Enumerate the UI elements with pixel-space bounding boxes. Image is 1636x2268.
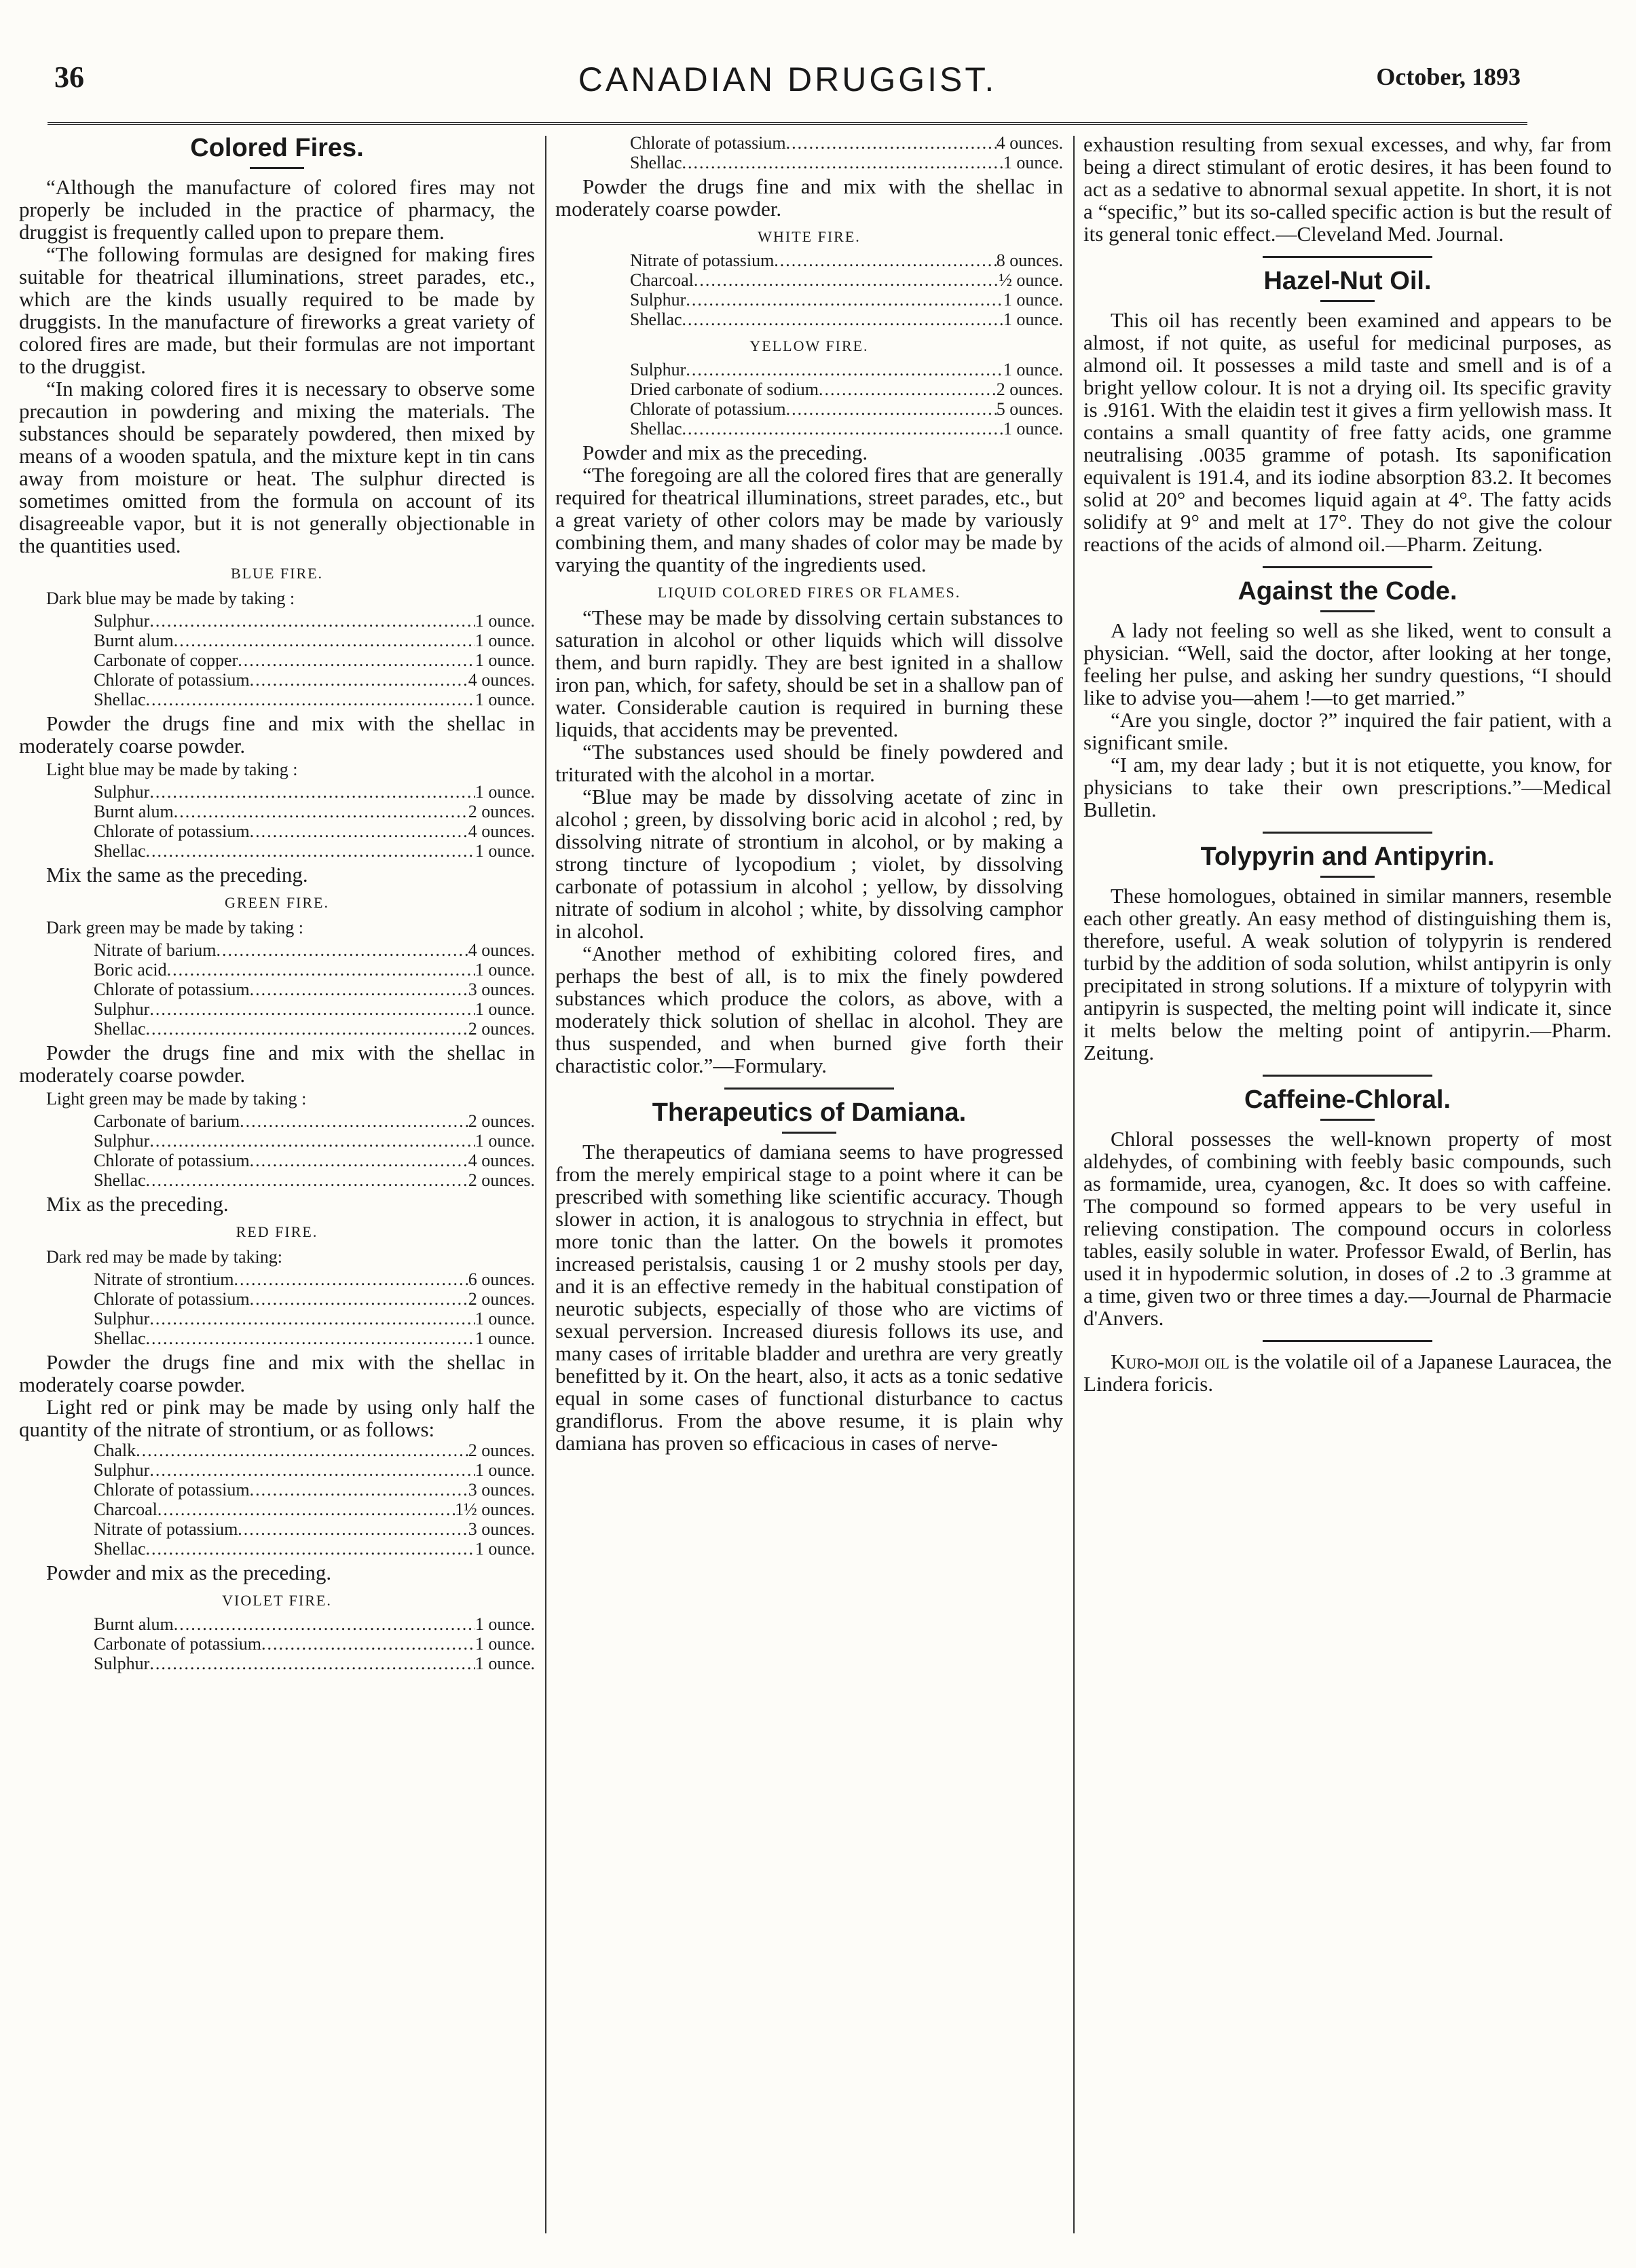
paragraph [1083, 1350, 1612, 1395]
leader-dots [819, 379, 997, 399]
ingredient-quantity: 1 ounce. [475, 631, 535, 650]
leader-dots [167, 960, 475, 980]
recipe-row [630, 290, 1063, 310]
recipe-row [94, 782, 535, 802]
recipe-intro: Dark blue may be made by taking : [46, 589, 295, 608]
leader-dots [149, 1654, 475, 1673]
recipe-intro: Dark green may be made by taking : [46, 918, 304, 937]
recipe-row [94, 1151, 535, 1170]
ingredient-name: Chlorate of potassium [94, 980, 250, 999]
recipe-row [94, 980, 535, 999]
ingredient-quantity: 8 ounces. [996, 250, 1063, 270]
ingredient-quantity: 3 ounces. [468, 980, 535, 999]
article-separator [724, 1087, 894, 1090]
leader-dots [686, 360, 1003, 379]
recipe-list [94, 1614, 535, 1673]
recipe-row [94, 999, 535, 1019]
leader-dots [682, 419, 1003, 439]
recipe-row [94, 1480, 535, 1500]
paragraph: Powder and mix as the preceding. [46, 1561, 332, 1584]
ingredient-quantity: 2 ounces. [996, 379, 1063, 399]
paragraph: “Are you single, doctor ?” inquired the fair patient, with a significant smile. [1083, 708, 1612, 754]
recipe-list [94, 1269, 535, 1348]
column-3 [1083, 133, 1612, 2261]
ingredient-quantity: 1 ounce. [1003, 310, 1063, 329]
ingredient-quantity: 2 ounces. [468, 1170, 535, 1190]
ingredient-name: Sulphur [630, 290, 686, 310]
ingredient-quantity: 1 ounce. [475, 841, 535, 861]
paragraph: exhaustion resulting from sexual excesses, and why, far from being a direct stimulant of erotic desires, it has been found to act as a sedative to abnormal sexual appetite. In short, it is not a “specific,” but its so-called specific action is but the result of its general tonic effect.—Cleveland Med. Journal. [1083, 133, 1612, 246]
ingredient-name: Burnt alum [94, 1614, 174, 1634]
subheading: BLUE FIRE. [230, 565, 324, 582]
recipe-row [94, 670, 535, 690]
ingredient-name: Chlorate of potassium [630, 133, 786, 153]
ingredient-name: Charcoal [630, 270, 694, 290]
recipe-row [94, 1500, 535, 1519]
recipe-row [94, 650, 535, 670]
ingredient-name: Carbonate of potassium [94, 1634, 261, 1654]
ingredient-quantity: 2 ounces. [468, 1111, 535, 1131]
article-title: Against the Code. [1238, 577, 1457, 606]
column-divider [545, 136, 546, 2233]
column-2 [555, 133, 1063, 2261]
title-rule [1320, 300, 1375, 302]
recipe-row [94, 1614, 535, 1634]
ingredient-name: Sulphur [94, 1309, 150, 1328]
ingredient-quantity: 4 ounces. [468, 670, 535, 690]
article-title: Caffeine-Chloral. [1244, 1085, 1451, 1114]
recipe-row [94, 631, 535, 650]
recipe-row [630, 250, 1063, 270]
article-separator [1263, 566, 1432, 568]
leader-dots [250, 821, 468, 841]
recipe-list [94, 611, 535, 709]
recipe-row [94, 821, 535, 841]
ingredient-name: Burnt alum [94, 631, 174, 650]
ingredient-quantity: 1 ounce. [475, 611, 535, 631]
leader-dots [686, 290, 1003, 310]
recipe-row [94, 1519, 535, 1539]
ingredient-quantity: 1 ounce. [475, 1328, 535, 1348]
ingredient-quantity: ½ ounce. [999, 270, 1063, 290]
recipe-list [94, 782, 535, 861]
recipe-row [630, 133, 1063, 153]
recipe-list [94, 940, 535, 1039]
ingredient-name: Chalk [94, 1440, 136, 1460]
article-separator [1263, 1075, 1432, 1077]
paragraph: “Blue may be made by dissolving acetate of zinc in alcohol ; green, by dissolving boric acid in alcohol ; red, by dissolving nitrate of strontium in alcohol, or by making a strong tincture of lycopodium ; violet, by dissolving carbonate of potassium in alcohol ; yellow, by dissolving nitrate of sodium in alcohol ; white, by dissolving camphor in alcohol. [555, 785, 1063, 943]
ingredient-quantity: 1 ounce. [475, 1634, 535, 1654]
ingredient-name: Sulphur [94, 611, 150, 631]
ingredient-name: Shellac [630, 153, 682, 172]
paragraph: Powder the drugs fine and mix with the shellac in moderately coarse powder. [555, 174, 1063, 221]
recipe-row [630, 153, 1063, 172]
paragraph: “These may be made by dissolving certain substances to saturation in alcohol or other liquids which will dissolve them, and burn rapidly. They are best ignited in a shallow iron pan, which, for safety, should be set in a shallow pan of water. Considerable caution is required in burning these liquids, that accidents may be prevented. [555, 606, 1063, 741]
recipe-row [94, 1634, 535, 1654]
leader-dots [174, 802, 468, 821]
paragraph: Mix as the preceding. [46, 1192, 229, 1216]
ingredient-quantity: 1 ounce. [475, 782, 535, 802]
leader-dots [174, 1614, 475, 1634]
leader-dots [694, 270, 999, 290]
subheading: RED FIRE. [236, 1223, 318, 1240]
recipe-intro: Light blue may be made by taking : [46, 760, 298, 779]
recipe-row [630, 360, 1063, 379]
recipe-intro: Light green may be made by taking : [46, 1089, 307, 1109]
recipe-list [94, 1440, 535, 1559]
leader-dots [136, 1440, 468, 1460]
paragraph: “Another method of exhibiting colored fires, and perhaps the best of all, is to mix the finely powdered substances which produce the colors, as above, with a moderately thick solution of shellac in alcohol. They are thus suspended, and when burned give forth their charactistic color.”—Formulary. [555, 942, 1063, 1077]
ingredient-name: Shellac [630, 310, 682, 329]
ingredient-quantity: 2 ounces. [468, 1019, 535, 1039]
paragraph: Powder the drugs fine and mix with the shellac in moderately coarse powder. [19, 711, 535, 758]
issue-date: October, 1893 [1376, 63, 1521, 90]
ingredient-name: Shellac [94, 1328, 146, 1348]
leader-dots [682, 153, 1003, 172]
ingredient-name: Nitrate of strontium [94, 1269, 234, 1289]
recipe-row [94, 1654, 535, 1673]
leader-dots [250, 1151, 468, 1170]
article-title: Therapeutics of Damiana. [652, 1098, 967, 1127]
recipe-list [94, 1111, 535, 1190]
recipe-row [94, 1111, 535, 1131]
ingredient-quantity: 1 ounce. [1003, 360, 1063, 379]
ingredient-name: Charcoal [94, 1500, 157, 1519]
recipe-row [94, 1131, 535, 1151]
ingredient-name: Sulphur [94, 999, 150, 1019]
leader-dots [250, 670, 468, 690]
recipe-list [630, 133, 1063, 172]
leader-dots [149, 999, 475, 1019]
ingredient-quantity: 1 ounce. [475, 960, 535, 980]
page-header [48, 60, 1527, 107]
ingredient-quantity: 3 ounces. [468, 1519, 535, 1539]
ingredient-name: Shellac [630, 419, 682, 439]
ingredient-quantity: 1 ounce. [475, 1614, 535, 1634]
header-rule [48, 122, 1527, 125]
recipe-row [94, 1539, 535, 1559]
ingredient-quantity: 2 ounces. [468, 1440, 535, 1460]
ingredient-quantity: 5 ounces. [996, 399, 1063, 419]
title-rule [1320, 1119, 1375, 1121]
recipe-row [630, 399, 1063, 419]
recipe-row [94, 1170, 535, 1190]
recipe-row [94, 611, 535, 631]
recipe-row [94, 1440, 535, 1460]
paragraph: These homologues, obtained in similar manners, resemble each other greatly. An easy method of distinguishing them is, therefore, useful. A weak solution of tolypyrin is rendered turbid by the addition of soda solution, whilst antipyrin is only precipitated in strong solutions. If a mixture of tolypyrin with antipyrin is suspected, the melting point will indicate it, since it melts below the melting point of antipyrin.—Pharm. Zeitung. [1083, 884, 1612, 1064]
paragraph: Light red or pink may be made by using only half the quantity of the nitrate of strontium, or as follows: [19, 1395, 535, 1441]
ingredient-quantity: 6 ounces. [468, 1269, 535, 1289]
ingredient-name: Nitrate of potassium [94, 1519, 238, 1539]
article-separator [1263, 1340, 1432, 1342]
subheading: LIQUID COLORED FIRES OR FLAMES. [657, 584, 961, 601]
ingredient-name: Chlorate of potassium [94, 821, 250, 841]
ingredient-quantity: 1 ounce. [475, 1131, 535, 1151]
leader-dots [146, 1170, 468, 1190]
ingredient-quantity: 1 ounce. [475, 1460, 535, 1480]
leader-dots [146, 1328, 475, 1348]
ingredient-name: Shellac [94, 1019, 146, 1039]
recipe-row [94, 841, 535, 861]
title-rule [250, 167, 304, 169]
leader-dots [149, 782, 475, 802]
ingredient-name: Sulphur [94, 782, 150, 802]
paragraph: Powder the drugs fine and mix with the shellac in moderately coarse powder. [19, 1041, 535, 1087]
leader-dots [238, 1519, 468, 1539]
recipe-row [630, 419, 1063, 439]
recipe-list [630, 360, 1063, 439]
leader-dots [146, 841, 475, 861]
subheading: GREEN FIRE. [225, 894, 329, 911]
ingredient-name: Chlorate of potassium [94, 1480, 250, 1500]
paragraph: “I am, my dear lady ; but it is not etiquette, you know, for physicians to take their own prescriptions.”—Medical Bulletin. [1083, 753, 1612, 821]
recipe-intro: Dark red may be made by taking: [46, 1247, 282, 1267]
paragraph: Powder and mix as the preceding. [582, 441, 868, 464]
leader-dots [250, 1480, 468, 1500]
ingredient-quantity: 2 ounces. [468, 1289, 535, 1309]
ingredient-quantity: 2 ounces. [468, 802, 535, 821]
ingredient-quantity: 1 ounce. [475, 690, 535, 709]
ingredient-name: Carbonate of barium [94, 1111, 240, 1131]
paragraph: “The foregoing are all the colored fires that are generally required for theatrical illuminations, street parades, etc., but a great variety of other colors may be made by variously combining them, and many shades of color may be made by varying the quantity of the ingredients used. [555, 463, 1063, 576]
leader-dots [250, 1289, 468, 1309]
ingredient-quantity: 1 ounce. [1003, 290, 1063, 310]
column-1 [19, 133, 535, 2261]
paragraph: A lady not feeling so well as she liked, went to consult a physician. “Well, said the doctor, after looking at her tonge, feeling her pulse, and asking her sundry questions, “I should like to advise you—ahem !—to get married.” [1083, 618, 1612, 709]
leader-dots [217, 940, 468, 960]
ingredient-name: Sulphur [94, 1460, 150, 1480]
ingredient-name: Chlorate of potassium [630, 399, 786, 419]
leader-dots [157, 1500, 455, 1519]
recipe-row [94, 960, 535, 980]
ingredient-quantity: 1 ounce. [475, 1654, 535, 1673]
recipe-row [94, 802, 535, 821]
leader-dots [261, 1634, 475, 1654]
leader-dots [174, 631, 475, 650]
subheading: WHITE FIRE. [758, 228, 861, 245]
leader-dots [682, 310, 1003, 329]
paragraph-text: is the volatile oil of a Japanese Lauracea, the Lindera foricis. [1083, 1350, 1612, 1396]
masthead: CANADIAN DRUGGIST. [578, 60, 997, 98]
title-rule [782, 1132, 836, 1134]
ingredient-quantity: 3 ounces. [468, 1480, 535, 1500]
leader-dots [149, 1460, 475, 1480]
recipe-row [94, 1269, 535, 1289]
recipe-row [94, 1309, 535, 1328]
recipe-row [94, 1460, 535, 1480]
leader-dots [146, 1019, 468, 1039]
ingredient-name: Chlorate of potassium [94, 1151, 250, 1170]
ingredient-name: Shellac [94, 1539, 146, 1559]
leader-dots [250, 980, 468, 999]
ingredient-name: Dried carbonate of sodium [630, 379, 819, 399]
ingredient-quantity: 1 ounce. [1003, 153, 1063, 172]
leader-dots [240, 1111, 468, 1131]
recipe-row [94, 690, 535, 709]
paragraph: “The following formulas are designed for making fires suitable for theatrical illuminations, street parades, etc., which are the kinds usually required to be made by druggists. In the manufacture of fireworks a great variety of colored fires are made, but their formulas are not important to the druggist. [19, 242, 535, 378]
leader-dots [786, 133, 997, 153]
leader-dots [149, 1131, 475, 1151]
ingredient-quantity: 1 ounce. [1003, 419, 1063, 439]
ingredient-name: Sulphur [630, 360, 686, 379]
subheading: VIOLET FIRE. [222, 1592, 332, 1609]
ingredient-quantity: 4 ounces. [468, 821, 535, 841]
leader-dots [149, 611, 475, 631]
paragraph: Chloral possesses the well-known property of most aldehydes, of combining with feebly basic compounds, such as formamide, urea, cyanogen, &c. It does so with caffeine. The compound so formed appears to be very useful in relieving constipation. The compound occurs in colorless tables, easily soluble in water. Professor Ewald, of Berlin, has used it in hypodermic solution, in doses of .2 to .3 gramme at a time, given two or three times a day.—Journal de Pharmacie d'Anvers. [1083, 1127, 1612, 1330]
ingredient-name: Sulphur [94, 1654, 150, 1673]
paragraph: The therapeutics of damiana seems to have progressed from the merely empirical stage to a point where it can be prescribed with something like scientific accuracy. Though slower in action, it is analogous to strychnia in effect, but more tonic than the latter. On the bowels it promotes increased peristalsis, causing 1 or 2 mushy stools per day, and it is an effective remedy in the habitual constipation of neurotic subjects, especially of those who are victims of sexual perversion. Increased diuresis follows its use, and many cases of irritable bladder and urethra are very greatly benefitted by it. On the heart, also, it acts as a tonic sedative equal in some cases of functional disturbance to cactus grandiflorus. From the above resume, it is plain why damiana has proven so efficacious in cases of nerve- [555, 1140, 1063, 1455]
paragraph: This oil has recently been examined and appears to be almost, if not quite, as useful for medicinal purposes, as almond oil. It possesses a mild taste and smell and is of a bright yellow colour. It is not a drying oil. Its specific gravity is .9161. With the elaidin test it gives a firm yellowish mass. It contains a small quantity of free fatty acids, one gramme neutralising .0035 gramme of potash. Its saponification equivalent is 191.4, and its iodine absorption 83.2. It becomes solid at 20° and becomes liquid again at 4°. The fatty acids solidify at 9° and melt at 17°. They do not give the colour reactions of the acids of almond oil.—Pharm. Zeitung. [1083, 308, 1612, 556]
article-title: Colored Fires. [190, 134, 364, 162]
ingredient-quantity: 1 ounce. [475, 650, 535, 670]
paragraph: Powder the drugs fine and mix with the shellac in moderately coarse powder. [19, 1350, 535, 1396]
subheading: YELLOW FIRE. [749, 337, 869, 354]
article-title: Hazel-Nut Oil. [1263, 267, 1432, 295]
ingredient-name: Shellac [94, 1170, 146, 1190]
article-separator [1263, 256, 1432, 258]
paragraph: “Although the manufacture of colored fires may not properly be included in the practice of pharmacy, the druggist is frequently called upon to prepare them. [19, 175, 535, 244]
leader-dots [238, 650, 475, 670]
title-rule [1320, 876, 1375, 878]
article-separator [1263, 832, 1432, 834]
ingredient-name: Shellac [94, 690, 146, 709]
recipe-row [94, 940, 535, 960]
ingredient-quantity: 4 ounces. [468, 1151, 535, 1170]
paragraph: Mix the same as the preceding. [46, 863, 308, 887]
recipe-row [630, 310, 1063, 329]
paragraph: “In making colored fires it is necessary to observe some precaution in powdering and mixing the materials. The substances should be separately powdered, then mixed by means of a wooden spatula, and the mixture kept in tin cans away from moisture or heat. The sulphur directed is sometimes omitted from the formula on account of its disagreeable vapor, but it is not generally objectionable in the quantities used. [19, 377, 535, 557]
leader-dots [774, 250, 997, 270]
recipe-row [94, 1019, 535, 1039]
recipe-list [630, 250, 1063, 329]
ingredient-name: Burnt alum [94, 802, 174, 821]
recipe-row [94, 1328, 535, 1348]
recipe-row [94, 1289, 535, 1309]
ingredient-quantity: 4 ounces. [468, 940, 535, 960]
ingredient-name: Sulphur [94, 1131, 150, 1151]
leader-dots [234, 1269, 468, 1289]
title-rule [1320, 610, 1375, 612]
recipe-row [630, 270, 1063, 290]
ingredient-quantity: 1 ounce. [475, 1539, 535, 1559]
ingredient-name: Boric acid [94, 960, 167, 980]
ingredient-name: Carbonate of copper [94, 650, 238, 670]
ingredient-quantity: 1 ounce. [475, 999, 535, 1019]
ingredient-name: Nitrate of barium [94, 940, 217, 960]
recipe-row [630, 379, 1063, 399]
leader-dots [146, 1539, 475, 1559]
leader-dots [146, 690, 475, 709]
page-number: 36 [54, 60, 84, 94]
ingredient-name: Nitrate of potassium [630, 250, 775, 270]
ingredient-quantity: 1½ ounces. [455, 1500, 535, 1519]
article-title: Tolypyrin and Antipyrin. [1200, 842, 1495, 871]
column-divider [1073, 136, 1075, 2233]
paragraph: “The substances used should be finely powdered and triturated with the alcohol in a mortar. [555, 740, 1063, 786]
leader-dots [149, 1309, 475, 1328]
leader-dots [786, 399, 997, 419]
ingredient-name: Chlorate of potassium [94, 670, 250, 690]
ingredient-name: Shellac [94, 841, 146, 861]
ingredient-name: Chlorate of potassium [94, 1289, 250, 1309]
ingredient-quantity: 4 ounces. [996, 133, 1063, 153]
ingredient-quantity: 1 ounce. [475, 1309, 535, 1328]
lead-term: Kuro-moji oil [1111, 1350, 1229, 1373]
